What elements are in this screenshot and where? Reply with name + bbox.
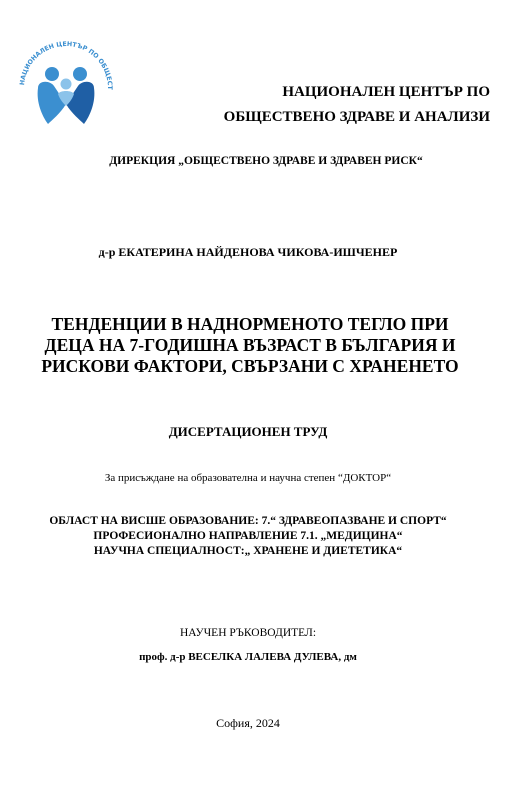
author-name: д-р ЕКАТЕРИНА НАЙДЕНОВА ЧИКОВА-ИШЧЕНЕР — [98, 245, 398, 259]
city-year: София, 2024 — [216, 716, 280, 730]
field-area: ОБЛАСТ НА ВИСШЕ ОБРАЗОВАНИЕ: 7.“ ЗДРАВЕОПАЗВАНЕ И СПОРТ“ — [49, 515, 447, 527]
logo-ring-text: НАЦИОНАЛЕН ЦЕНТЪР ПО ОБЩЕСТ — [19, 40, 114, 90]
degree-line: За присъждане на образователна и научна степен “ДОКТОР“ — [104, 472, 392, 484]
title-line-2: ДЕЦА НА 7-ГОДИШНА ВЪЗРАСТ В БЪЛГАРИЯ И — [44, 335, 456, 355]
institution-name-line-2: ОБЩЕСТВЕНО ЗДРАВЕ И АНАЛИЗИ — [223, 109, 490, 125]
dissertation-title — [0, 314, 500, 377]
field-specialty: НАУЧНА СПЕЦИАЛНОСТ:„ ХРАНЕНЕ И ДИЕТЕТИКА“ — [93, 545, 403, 557]
title-line-3: РИСКОВИ ФАКТОРИ, СВЪРЗАНИ С ХРАНЕНЕТО — [41, 356, 459, 376]
supervisor-label: НАУЧЕН РЪКОВОДИТЕЛ: — [179, 627, 317, 639]
institution-name — [190, 80, 490, 130]
directorate: ДИРЕКЦИЯ „ОБЩЕСТВЕНО ЗДРАВЕ И ЗДРАВЕН РИСК“ — [109, 155, 423, 167]
field-direction: ПРОФЕСИОНАЛНО НАПРАВЛЕНИЕ 7.1. „МЕДИЦИНА“ — [93, 530, 403, 542]
ncpha-logo-icon — [14, 36, 118, 136]
supervisor-name: проф. д-р ВЕСЕЛКА ЛАЛЕВА ДУЛЕВА, дм — [139, 651, 357, 663]
work-type: ДИСЕРТАЦИОНЕН ТРУД — [168, 424, 328, 439]
institution-name-line-1: НАЦИОНАЛЕН ЦЕНТЪР ПО — [282, 84, 490, 100]
title-line-1: ТЕНДЕНЦИИ В НАДНОРМЕНОТО ТЕГЛО ПРИ — [51, 314, 449, 334]
academic-fields — [0, 514, 496, 559]
